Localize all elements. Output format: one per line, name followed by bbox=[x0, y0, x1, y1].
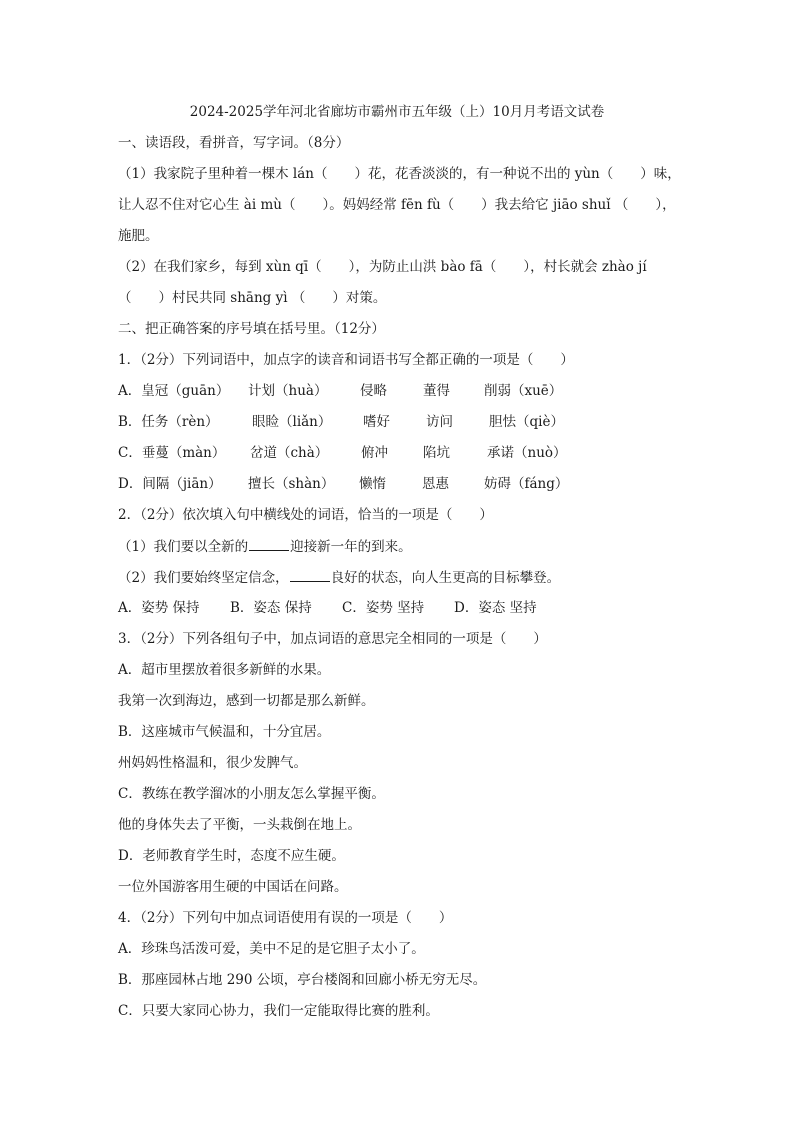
option-word: 擅长（shàn） bbox=[248, 476, 335, 492]
option-word: 董得 bbox=[423, 383, 450, 399]
option-word: 眼睑（liǎn） bbox=[252, 414, 332, 430]
option-word: 懒惰 bbox=[359, 476, 386, 492]
section2-heading: 二、把正确答案的序号填在括号里。（12分） bbox=[118, 321, 385, 337]
question3-line: 州妈妈性格温和，很少发脾气。 bbox=[118, 755, 307, 771]
option-a: A．姿势 保持 bbox=[118, 600, 200, 616]
question2-stem: 2．（2分）依次填入句中横线处的词语，恰当的一项是（ ） bbox=[118, 507, 493, 523]
question3-stem: 3．（2分）下列各组句子中，加点词语的意思完全相同的一项是（ ） bbox=[118, 631, 547, 647]
option-word: 妨碍（fáng） bbox=[484, 476, 569, 492]
option-word: D．间隔（jiān） bbox=[118, 476, 222, 492]
option-b: B．姿态 保持 bbox=[230, 600, 312, 616]
option-word: 俯冲 bbox=[361, 445, 388, 461]
option-word: B．任务（rèn） bbox=[118, 414, 219, 430]
option-word: C．垂蔓（màn） bbox=[118, 445, 226, 461]
sentence-text: （2）我们要始终坚定信念， bbox=[118, 570, 289, 586]
option-d: D．姿态 坚持 bbox=[454, 600, 537, 616]
section1-paragraph1-line3: 施肥。 bbox=[118, 228, 159, 244]
option-word: 承诺（nuò） bbox=[487, 445, 567, 461]
option-word: 胆怯（qiè） bbox=[489, 414, 564, 430]
question1-stem: 1．（2分）下列词语中，加点字的读音和词语书写全都正确的一项是（ ） bbox=[118, 352, 574, 368]
question3-line: B．这座城市气候温和，十分宜居。 bbox=[118, 724, 331, 740]
sentence-text: （1）我们要以全新的 bbox=[118, 539, 249, 555]
option-word: 计划（huà） bbox=[248, 383, 328, 399]
question3-line: 一位外国游客用生硬的中国话在问路。 bbox=[118, 879, 348, 895]
option-word: 削弱（xuē） bbox=[484, 383, 563, 399]
option-word: 侵略 bbox=[360, 383, 387, 399]
question3-line: 他的身体失去了平衡，一头栽倒在地上。 bbox=[118, 817, 361, 833]
question3-line: A．超市里摆放着很多新鲜的水果。 bbox=[118, 662, 331, 678]
question4-option-b: B．那座园林占地 290 公顷，亭台楼阁和回廊小桥无穷无尽。 bbox=[118, 972, 487, 988]
exam-title: 2024-2025学年河北省廊坊市霸州市五年级（上）10月月考语文试卷 bbox=[189, 104, 605, 120]
section1-paragraph2-line1: （2）在我们家乡，每到 xùn qī（ ），为防止山洪 bào fā（ ），村长就会 zhào jí bbox=[118, 259, 647, 275]
question4-option-c: C．只要大家同心协力，我们一定能取得比赛的胜利。 bbox=[118, 1003, 439, 1019]
option-word: A．皇冠（guān） bbox=[118, 383, 230, 399]
sentence-text: 迎接新一年的到来。 bbox=[290, 539, 412, 555]
section1-heading: 一、读语段，看拼音，写字词。（8分） bbox=[118, 135, 350, 151]
fill-blank bbox=[290, 567, 330, 582]
question4-option-a: A．珍珠鸟活泼可爱，美中不足的是它胆子太小了。 bbox=[118, 941, 425, 957]
option-word: 嗜好 bbox=[363, 414, 390, 430]
option-word: 陷坑 bbox=[423, 445, 450, 461]
section1-paragraph1-line2: 让人忍不住对它心生 ài mù（ ）。妈妈经常 fēn fù（ ）我去给它 jiāo shuǐ （ ）， bbox=[118, 197, 676, 213]
question2-sentence2 bbox=[118, 567, 560, 588]
question4-stem: 4．（2分）下列句中加点词语使用有误的一项是（ ） bbox=[118, 910, 453, 926]
sentence-text: 良好的状态，向人生更高的目标攀登。 bbox=[330, 570, 561, 586]
option-c: C．姿势 坚持 bbox=[342, 600, 425, 616]
question3-line: D．老师教育学生时，态度不应生硬。 bbox=[118, 848, 345, 864]
option-word: 访问 bbox=[426, 414, 453, 430]
section1-paragraph1-line1: （1）我家院子里种着一棵木 lán（ ）花，花香淡淡的，有一种说不出的 yùn（ ）味， bbox=[118, 166, 681, 182]
option-word: 岔道（chà） bbox=[250, 445, 329, 461]
question2-sentence1 bbox=[118, 536, 412, 557]
fill-blank bbox=[249, 536, 289, 551]
question3-line: C．教练在教学溜冰的小朋友怎么掌握平衡。 bbox=[118, 786, 385, 802]
question3-line: 我第一次到海边，感到一切都是那么新鲜。 bbox=[118, 693, 375, 709]
option-word: 恩惠 bbox=[422, 476, 449, 492]
section1-paragraph2-line2: （ ）村民共同 shāng yì （ ）对策。 bbox=[118, 290, 387, 306]
